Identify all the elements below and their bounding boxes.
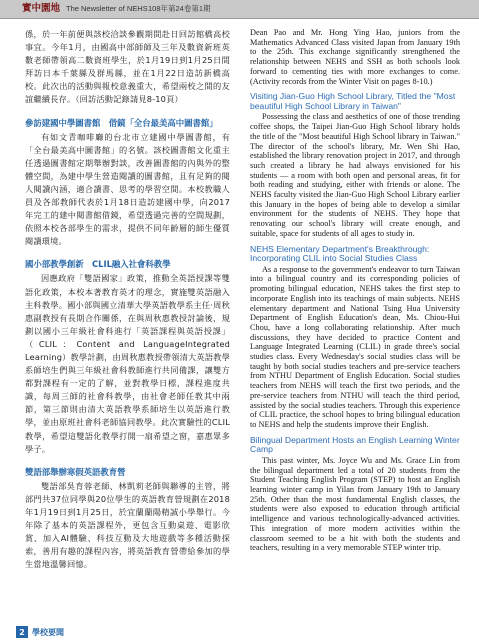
clil-heading-en: NEHS Elementary Department's Breakthrough: Incorporating CLIL into Social Studies Class: [250, 243, 430, 264]
intro-paragraph-en: Dean Pao and Mr. Hong Ying Hao, juniors from the Mathematics Advanced Class visited Japan from January 19th to the 25th. This exchange significantly strengthened the relationship between NEHS and SSH as both schools look forward to cementing ties with more exchanges to come. (Activity records from the Winter Visit on pages 8-10.): [250, 28, 460, 86]
page-footer: [16, 626, 64, 639]
newsletter-logo: 實中園地: [22, 3, 61, 14]
library-heading-en: Visiting Jian-Guo High School Library, Titled the "Most beautiful High School Library in Taiwan": [250, 91, 456, 111]
camp-heading-zh: 雙語部舉辦寒假英語教育營: [25, 466, 126, 477]
section-label: 學校要聞: [32, 628, 64, 637]
page-header: [0, 0, 479, 19]
library-heading-zh: 參訪建國中學圖書館 借鏡「全台最美高中圖書館」: [25, 117, 218, 128]
camp-heading-en: Bilingual Department Hosts an English Learning Winter Camp: [250, 434, 460, 455]
chinese-column: [25, 28, 230, 571]
clil-body-en: As a response to the government's endeavor to turn Taiwan into a bilingual country and its corresponding policies of promoting bilingual education, NEHS takes the first step to incorporate English into its teachings of main subjects. NEHS elementary department and National Tsing Hua University Department of English Education's dean, Ms. Chiou-Hui Chou, have a long collaborating relationship. After much discussions, they have decided to practice Content and Language Integrated Learning (CLIL) in grade three's social studies class. Every Wednesday's social studies class will be taught by both social studies teachers and pre-service teachers from NTHU Department of English Education. Social studies teachers from NEHS will teach the first two periods, and the pre-service teachers from NTHU will teach the third period, assisted by the social studies teachers. Through this experience of CLIL practice, the school hopes to bring bilingual education to NEHS and help the students improve their English.: [250, 264, 460, 429]
camp-body-en: This past winter, Ms. Joyce Wu and Ms. Grace Lin from the bilingual department led a total of 20 students from the Student Teaching English Program (STEP) to host an English learning winter camp in Yilan from January 19th to January 25th. Other than the most fundamental English classes, the students were also exposed to education through artificial intelligence and various technologically-advanced activities. This integration of more modern activities within the classroom seemed to be a hit with both the students and teachers, resulting in a very memorable STEP winter trip.: [250, 455, 460, 553]
camp-body-zh: 雙語部吳育蓉老師、林凱莉老師與聯導的主管，將部門共37位同學與20位學生的英語教育營規劃在2018年1月19日到1月25日，於宜蘭蘭陽精誠小學舉行。今年除了基本的英語課程外，更包含互動桌遊、電影欣賞、加入AI體驗、科技互動及大地遊戲等多種活動探索，善用有趣的課程內容，將英語教育營帶給參加的學生當地溫馨回憶。: [25, 480, 230, 570]
intro-paragraph-zh: 係，於一年前便與該校洽談參觀期間赴日回訪館橋高校事宜。今年1月，由國高中部師師及三年及數資新班英數老師帶領高二數資班學生，於1月19日到1月25日間拜訪日本千葉縣及群馬縣，並在1月22日造訪新橋高校。此次出的活動與報校意義重大，希望兩校之間的友誼繼續長存。（回訪活動記錄請見8-10頁）: [25, 29, 230, 105]
issue-number: 108年第24卷第1期: [148, 4, 211, 13]
library-body-en: Possessing the class and aesthetics of one of those trending coffee shops, the Taipei Jian-Guo High School library holds the title of the "Most beautiful High School library in Taiwan." The director of the school's library, Mr. Wen Shi Hao, established the library renovation project in 2017, and through such created a library he had always envisioned for his students — a room with both open and personal areas, fit for both reading and studying, either with friends or alone. The NEHS faculty visited the Jian-Guo High School Library earlier this January in the hopes of being able to develop a similar environment for the students of NEHS. They hope that renovating our school's library will create enough, and suitable, space for students of all ages to study in.: [250, 112, 460, 238]
english-column: [250, 28, 460, 553]
library-body-zh: 有如文青咖啡廳的台北市立建國中學圖書館，有「全台最美高中圖書館」的名號。該校圖書館文化重主任透過圖書館定期舉辦對談，改善圖書館的內與外的整體空間，為建中學生營造閱讀的圖書館，且有足夠的閱人閱讀內涵，適合讀書、思考的學習空間。本校教職人員及各部教師代表於1月18日造訪建國中學，向2017年完工的建中閱書館借鏡，希望透過完善的空間規劃，依照本校各部學生的需求，提供不同年齡層的師生優質閱讀環境。: [25, 131, 230, 247]
clil-body-zh: 因應政府「雙語國家」政策，推動全英語授課等雙語化政策，本校本著教育英才的理念，實施雙英語融入主科教學。國小部與國立清華大學英語教學系主任·周秋惠副教授有長期合作關係，在與周秋惠教授討論後，規劃以國小三年級社會科進行「英語課程與英語授課」（CLIL：Content and LanguageIntegrated Learning）教學計劃，由周秋惠教授帶領清大英語教學系師培生們與三年級社會科教師進行共同備課，讓雙方都對課程有一定的了解，並對教學日標，課程進度共識，每周三師的社會科教學，由社會老師任教其中兩節，第三節則由清大英語教學系師培生以英語進行教學，並由原班社會科老師協同教學。此次實驗性的CLIL教學，希望這雙語化教學打開一扇希望之窗，嘉惠眾多學子。: [25, 273, 230, 454]
clil-heading-zh: 國小部教學創新 CLIL融入社會科教學: [25, 259, 171, 270]
page-number: 2: [16, 626, 28, 638]
newsletter-title: The Newsletter of NEHS: [66, 4, 148, 13]
